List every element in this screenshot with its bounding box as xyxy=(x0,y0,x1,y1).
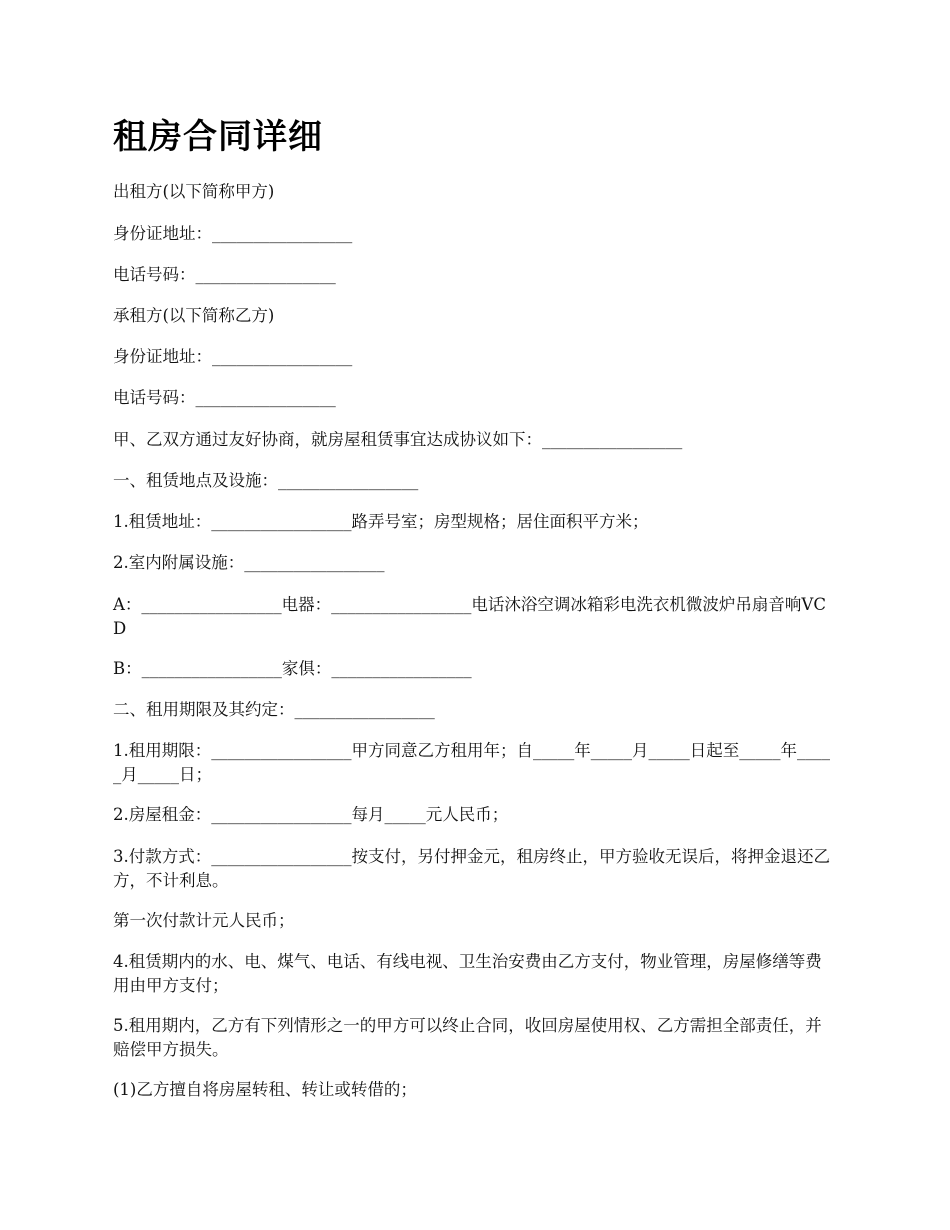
paragraph-payment-method: 3.付款方式：_________________按支付，另付押金元，租房终止，甲方验收无误后，将押金退还乙方，不计利息。 xyxy=(113,847,830,890)
paragraph-utilities: 4.租赁期内的水、电、煤气、电话、有线电视、卫生治安费由乙方支付，物业管理，房屋修缮等费用由甲方支付； xyxy=(113,952,822,995)
paragraph-rent: 2.房屋租金：_________________每月_____元人民币； xyxy=(113,805,509,824)
paragraph-facilities-b: B：_________________家俱：_________________ xyxy=(113,659,472,678)
paragraph-lease-term: 1.租用期限：_________________甲方同意乙方租用年；自_____年_____月_____日起至_____年_____月_____日； xyxy=(113,741,830,784)
paragraph-first-payment: 第一次付款计元人民币； xyxy=(113,911,295,930)
paragraph-facilities-a: A：_________________电器：_________________电话沐浴空调冰箱彩电洗衣机微波炉吊扇音响VCD xyxy=(113,595,826,638)
paragraph-agreement-intro: 甲、乙双方通过友好协商，就房屋租赁事宜达成协议如下：_________________ xyxy=(113,430,683,449)
paragraph-section-two: 二、租用期限及其约定：_________________ xyxy=(113,700,435,719)
paragraph-lessor-id-address: 身份证地址：_________________ xyxy=(113,224,353,243)
paragraph-lessor-heading: 出租方(以下简称甲方) xyxy=(113,182,275,201)
paragraph-lease-address: 1.租赁地址：_________________路弄号室；房型规格；居住面积平方米； xyxy=(113,512,649,531)
paragraph-termination: 5.租用期内，乙方有下列情形之一的甲方可以终止合同，收回房屋使用权、乙方需担全部责任，并赔偿甲方损失。 xyxy=(113,1016,822,1059)
paragraph-lessee-phone: 电话号码：_________________ xyxy=(113,388,336,407)
paragraph-facilities: 2.室内附属设施：_________________ xyxy=(113,553,385,572)
paragraph-termination-item-1: (1)乙方擅自将房屋转租、转让或转借的； xyxy=(113,1080,417,1099)
paragraph-section-one: 一、租赁地点及设施：_________________ xyxy=(113,471,419,490)
paragraph-lessor-phone: 电话号码：_________________ xyxy=(113,265,336,284)
paragraph-lessee-heading: 承租方(以下简称乙方) xyxy=(113,306,275,325)
document-title: 租房合同详细 xyxy=(113,117,323,157)
paragraph-lessee-id-address: 身份证地址：_________________ xyxy=(113,347,353,366)
